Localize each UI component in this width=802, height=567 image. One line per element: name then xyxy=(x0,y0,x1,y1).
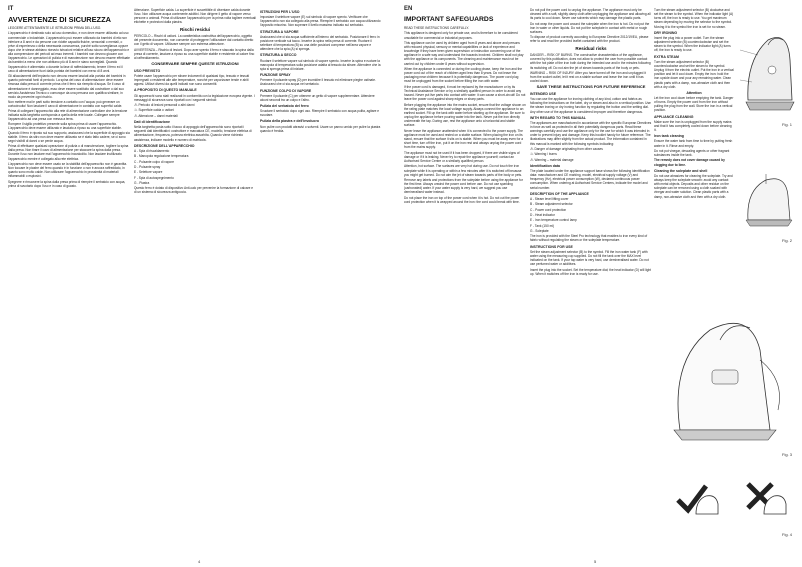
en-id-title: Identification data xyxy=(530,163,560,168)
iron-diagram-fig2 xyxy=(740,170,798,230)
en-intro: READ THESE INSTRUCTIONS CAREFULLY. xyxy=(404,26,470,30)
right-r3: Turn the steam adjustment selector (B) counterclockwise and set the steam to the symbol. Unplug it from the electric outlet. Put the iron in a vertical position and let it cool down. Empty the iron: hold the iron upside down and pour any remaining water. Clean plastic parts with a damp, non-abrasive cloth and then with a dry cloth. xyxy=(654,59,734,89)
it-dati-title: Dati di identificazione xyxy=(134,119,170,124)
list-item: D - Pulsante spray xyxy=(134,164,161,169)
list-item: G - Soleplate xyxy=(530,228,549,233)
list-item: E - Iron temperature control lamp xyxy=(530,218,577,223)
right-r9: Do not use abrasives for cleaning the soleplate. Try and always keep the soleplate smooth: avoid any contact with metal objects. Deposits and other residue on the soleplate can be removed using a cloth soaked with vinegar and water solution. Clean plastic parts with a damp, non-abrasive cloth and then with a dry cloth. xyxy=(654,173,733,199)
it-sym1 xyxy=(134,103,256,107)
hot-surface-icon: ♨ xyxy=(530,151,534,157)
it-desc-title: DESCRIZIONE DELL'APPARECCHIO xyxy=(134,143,195,148)
right-attention: Attention xyxy=(686,90,702,95)
right-r8: The remedy does not cover damage caused by clogging due to lime. xyxy=(654,158,725,167)
en-d1: The iron is provided with the Steel Pro technology that enables to iron every kind of fabric without regulating the steam or the soleplate temperature. xyxy=(530,234,648,243)
right-extra-title: EXTRA STEAM xyxy=(654,54,679,59)
right-text-column xyxy=(654,8,734,298)
right-sole-title: Cleaning the soleplate and shell xyxy=(654,168,708,173)
it-column-3 xyxy=(260,8,382,553)
en-manual-title: WITH REGARD TO THIS MANUAL xyxy=(530,115,586,120)
list-item: B - Manopola regolazione temperatura xyxy=(134,154,189,159)
en-risks-title: Residual risks xyxy=(575,45,607,51)
it-p7: Attenzione. Superficie calda. La superficie è suscettibile di diventare calda durante l'uso. Non utilizzare acqua contenente additivi. Non dirigere il getto di vapore verso persone o animali. Prima di utilizzare l'apparecchio per la prima volta togliere eventuali etichette e protezioni dalla piastra. xyxy=(134,8,256,25)
en-p8: Attention, hot surface. The surfaces are very hot during use. Do not touch the iron soleplate while it is operating or within a few minutes after it is switched off because you might get burned. Do not aim the jet of steam towards parts of the body or pets. xyxy=(404,164,523,177)
warning-icon: ⚠ xyxy=(530,145,534,151)
en-m1: The appliances are manufactured in accordance with the specific European Directives in force as well as protected in all their potentially dangerous parts. Read these warnings carefully and use the appliance only for the use for which it was intended in order to prevent injury and damage. Keep this booklet handy for future reference. The illustrations may differ slightly from the actual product. The information contained in this manual is marked with the following symbols indicating: xyxy=(530,120,652,146)
en-s1-label: Danger of damage originating from other causes xyxy=(534,146,603,151)
it-spray-title: FUNZIONE SPRAY xyxy=(260,73,291,78)
it-sym1-label: Pericolo di lesioni personali o altri danni xyxy=(138,103,195,108)
list-item: F - Spia di autospegnimento xyxy=(134,175,174,180)
it-p14: Questo ferro è dotato di dispositivo Anti-calc per prevenire la formazione di calcare e di un sistema di sicurezza antigoccia. xyxy=(134,186,254,195)
it-secco-title: STIRATURA A SECCO xyxy=(260,53,297,58)
it-p3: Non mettere mai le parti sotto tensione a contatto con l'acqua: può generare un cortocircuito! Non lasciare il cavo di alimentazione in contatto con superfici calde. Prima di collegare l'apparecchio alla rete di alimentazione controllare che la tensione indicata sulla targhetta corrisponda a quella della rete locale. Collegare sempre l'apparecchio ad una presa con messa a terra. xyxy=(8,100,128,121)
fig-label-1: Fig. 1 xyxy=(782,122,793,127)
it-p18: Premere il pulsante spray (D) per inumidire il tessuto ed eliminare pieghe ostinate. Assicurarsi che ci sia acqua nel serbatoio. xyxy=(260,78,376,87)
it-save-note: CONSERVARE SEMPRE QUESTE ISTRUZIONI xyxy=(151,61,239,67)
it-p13: Nella targhetta posta sotto il tacco di appoggio dell'apparecchio sono riportati i seguenti dati identificativi: costruttore e marcatura CE, modello, tensione elettrica di alimentazione, frequenza, potenza elettrica assorbita. Quando viene richiesto assistenza, indicare modello e numero di matricola. xyxy=(134,125,252,142)
en-save-note: SAVE THESE INSTRUCTIONS FOR FUTURE REFERENCE xyxy=(536,84,646,90)
it-p17: Ruotare il selettore vapore sul simbolo di vapore spento. Inserire la spina e ruotare la manopola di temperatura sulla posizione adatta al tessuto da stirare. Attendere che la spia si spenga prima di iniziare. xyxy=(260,58,381,71)
it-p5: Prima di effettuare qualsiasi operazione di pulizia o di manutenzione, togliere la spina dalla presa. Non tirare il cavo di alimentazione per staccare la spina dalla presa. Durante l'uso non lasciare mai l'apparecchio incustodito. Non lasciare inutilizzato l'apparecchio mentre è collegato alla rete elettrica. xyxy=(8,144,129,161)
en-s2-label: Warning / burns xyxy=(534,152,557,157)
en-i1: You can use the appliance for ironing clothing of any kind, cotton and fabrics as following the instructions on the label, dry or steam and also in a vertical position. Use the steam ironing or dry ironing function by regulating the button and the setting dial. Any other use of the appliance is considered improper and therefore dangerous. xyxy=(530,97,651,114)
list-item: C - Power cord protection xyxy=(530,207,567,212)
en-r1: DANGER – RISK OF BURNS. The constructive characteristics of the appliance, covered by this publication, does not allow to protect the user from possible contact with the hot plate of the iron both during the intended use and in the minutes following its switching off. Do not aim the jet of steam towards parts of the body or pets. xyxy=(530,53,651,70)
en-p11: Do not pull the power cord to unplug the appliance. The appliance must only be cleaned with a soft, slightly damp cloth after unplugging the appliance and allowing all its parts to cool down. Never use solvents which may damage the plastic parts. xyxy=(530,8,651,21)
it-p19: Premere il pulsante (C) per ottenere un getto di vapore supplementare. Attendere alcuni secondi tra un colpo e l'altro. xyxy=(260,93,375,102)
en-s1 xyxy=(530,147,652,151)
it-sym2-label: Superficie calda o ustioni xyxy=(138,108,174,113)
it-sym3-label: Attenzione – danni materiali xyxy=(138,113,178,118)
en-use-title: INSTRUCTIONS FOR USE xyxy=(530,244,573,249)
en-p4: If the power cord is damaged, it must be replaced by the manufacturer or by its Technical Assistance Service or by a similarly qualified person in order to avoid any hazard. Never put live parts into contact with water: it can cause a short-circuit! Do not leave the power cord against sharp edges or sharp parts. xyxy=(404,84,526,102)
en-s3-label: Warning – material damage xyxy=(534,157,574,162)
en-s2 xyxy=(530,152,652,156)
list-item: C - Pulsante colpo di vapore xyxy=(134,159,175,164)
en-r2: WARNING – RISK OF INJURY. After you have turned off the iron and unplugged it from the socket outlet, let it rest on a stable surface and leave the iron until it has cooled down. xyxy=(530,70,646,84)
iron-icon-wrong xyxy=(760,490,790,520)
it-stiro-title: STIRATURA A VAPORE xyxy=(260,29,299,34)
it-p2: Gli allacciamenti dell'impianto non devono essere lasciati alla portata dei bambini in quanto potenziali fonti di pericolo. La spina del cavo di alimentazione deve essere rimossa dalla presa di corrente prima che il ferro sia riempito d'acqua. Se il cavo di alimentazione è danneggiato, esso deve essere sostituito dal costruttore o dal suo servizio Assistenza Tecnico o comunque da una persona con qualifica similare, in modo da prevenire ogni rischio. xyxy=(8,74,126,99)
en-desc-title: DESCRIPTION OF THE APPLIANCE xyxy=(530,191,589,196)
en-p10: Do not place the iron on top of the power cord when it is hot. Do not cut the power cord protection when it is wrapped around the iron: the cord could break with time. xyxy=(404,195,520,204)
it-sym2 xyxy=(134,108,256,112)
en-p7: The appliance must not be used if it has been dropped, if there are visible signs of damage or if it is leaking. Never try to repair the appliance yourself; contact an Authorised Service Centre or a similarly qualified person. xyxy=(404,150,520,163)
fig-label-4: Fig. 4 xyxy=(782,532,793,537)
right-r4: Let the iron cool down before emptying the tank. Danger of burns. Empty the power cord from the iron without pulling the plug from the wall. Store the iron in a vertical position. xyxy=(654,95,734,113)
en-p13: To dispose of product correctly according to European Directive 2012/19/EU, please refer to and read the provided leaflet contained with the product. xyxy=(530,35,649,44)
en-p3: When the appliance is connected or during the cooling phase, keep the iron and the power cord out of the reach of children aged less than 8 years. Do not leave the packaging near children because it is potentially dangerous. The power cord plug must be unplugged from the socket before filling the iron with water. xyxy=(404,66,523,84)
fig-label-3: Fig. 3 xyxy=(782,452,793,457)
it-column-1 xyxy=(8,16,130,556)
page-number-right: 5 xyxy=(594,559,597,564)
it-p15: Impostare il selettore vapore (E) sul simbolo di vapore spento. Verificare che l'apparecchio non sia collegato alla presa. Riempire il serbatoio con acqua utilizzando l'apposito misurino. Non superare il livello massimo indicato sul serbatoio. xyxy=(260,15,381,28)
right-r2: Insert the plug into a power outlet. Turn the steam adjustment selector (B) counterclockwise and set the steam to the symbol. When the indicator light (A) turns off, the iron is ready to use. xyxy=(654,35,731,53)
warning-icon: ⚠ xyxy=(134,102,138,108)
right-cleaning-title: APPLIANCE CLEANING xyxy=(654,114,694,119)
list-item: A - Spia di riscaldamento xyxy=(134,148,170,153)
it-p12: Gli apparecchi sono stati realizzati in conformità con la legislazione europea vigente. I messaggi di sicurezza sono riportati con i seguenti simboli: xyxy=(134,93,255,102)
en-u1: Set the steam adjustment selector (B) to the symbol. Fill the iron water tank (F) with water using the measuring cup supplied. Do not fill the tank over the MAX level indicated on the tank. If your tap water is very hard, use demineralised water. Do not use perfumed water or additives. xyxy=(530,249,649,267)
list-item: A - Steam level lifting cover xyxy=(530,196,569,201)
it-p1: L'apparecchio è destinato solo ad uso domestico, e non deve essere utilizzato ad uso commerciale o industriale. L'apparecchio può essere utilizzato da bambini di età non inferiore a 8 anni e da persone con ridotte capacità fisiche, sensoriali o mentali, o prive di esperienza o della necessaria conoscenza, purché sotto sorveglianza oppure dopo che le stesse abbiano ricevuto istruzioni relative all'uso sicuro dell'apparecchio e alla comprensione dei pericoli ad esso inerenti. I bambini non devono giocare con l'apparecchio. Le operazioni di pulizia e di manutenzione non devono essere effettuate da bambini a meno che non abbiano più di 8 anni e siano sorvegliati. Quando l'apparecchio è alimentato o durante la fase di raffreddamento, tenere il ferro ed il cavo di alimentazione fuori dalla portata dei bambini con meno di 8 anni. xyxy=(8,31,130,73)
it-uso-title: USO PREVISTO xyxy=(134,68,161,73)
en-s3 xyxy=(530,158,652,162)
en-p2: This appliance can be used by children aged from 8 years and above and persons with reduced physical, sensory or mental capabilities or lack of experience and knowledge if they have been given supervision or instruction concerning use of the appliance in a safe way and understand the hazards involved. Children shall not play with the appliance or its components. The cleaning and maintenance must not be carried out by children under 8 years without supervision. xyxy=(404,40,524,66)
right-r5: Make sure the iron is unplugged from the supply mains and that it has completely cooled down before cleaning it. xyxy=(654,119,732,133)
en-column-1 xyxy=(404,16,526,556)
it-use-title: ISTRUZIONI PER L'USO xyxy=(260,10,300,14)
it-rischi-title: Rischi residui xyxy=(179,26,211,32)
hot-surface-icon: ♨ xyxy=(134,107,138,113)
it-intro: LEGGERE ATTENTAMENTE LE ISTRUZIONI PRIMA DELL'USO. xyxy=(8,26,102,30)
list-item: F - Tank (150 ml) xyxy=(530,223,555,228)
en-p12: Do not wrap the power cord around the soleplate when the iron is hot. Do not put the iron in water or other liquids. Do not put the soleplate in contact with metal or rough surfaces. xyxy=(530,21,650,34)
en-id1: The plate located under the appliance support base shows the following identification data: manufacturer and CE marking, model, electrical supply voltage (V) and frequency (Hz), electrical power consumption (W), declared continuous power consumption. When ordering at Authorised Service Centers, indicate the model and serial number. xyxy=(530,168,650,190)
it-piastra-title: Pulizia della piastra e dell'involucro xyxy=(260,119,319,124)
it-p21: Non pulire con prodotti abrasivi o solventi. Usare un panno umido per pulire la piastra quando è fredda. xyxy=(260,124,381,133)
list-item: E - Selettore vapore xyxy=(134,170,163,175)
it-p10: AVVERTENZA – Rischio di lesioni. Dopo aver spento il ferro e staccato la spina dalla presa di corrente, lasciare a riposo su una superficie stabile e resistente al calore fino al raffreddamento. xyxy=(134,47,255,60)
attention-icon: ⚠ xyxy=(530,156,534,162)
it-p11: Potete usare l'apparecchio per stirare indumenti di qualsiasi tipo, tessuto e tessuti impregnati o resistenti alle alte temperature, nonché per vaporizzare tende e abiti appesi. Utilizzi diversi da quelli indicati non sono consentiti. xyxy=(134,73,250,87)
right-r6: Ensure the water tank from time to time by putting fresh water in it. Rinse and empty. xyxy=(654,139,733,148)
it-colpo-title: FUNZIONE COLPO DI VAPORE xyxy=(260,88,312,93)
it-p16: Assicurarsi che ci sia acqua sufficiente all'interno del serbatoio. Posizionare il ferro in posizione verticale sul tacco. Inserire la spina nella presa di corrente. Ruotare il selettore di temperatura (B) su una delle posizioni comprese nell'area vapore e attendere che la spia (A) si spenga. xyxy=(260,34,380,52)
en-title: IMPORTANT SAFEGUARDS xyxy=(404,16,494,23)
it-column-2 xyxy=(134,8,256,553)
en-u2: Insert the plug into the socket. Set the temperature dial; the heat indicator (D) will light up. When it switches off the iron is ready for use. xyxy=(530,267,652,276)
attention-icon: ⚠ xyxy=(134,112,138,118)
fig-label-2: Fig. 2 xyxy=(782,238,793,243)
en-p5: Before plugging the appliance into the mains socket, ensure that the voltage shown on the rating plate matches the local voltage supply. Always connect the appliance to an earthed socket. Fill up the tank with water before starting up the appliance. Be sure to unplug the appliance before pouring water into the tank. Never put the iron directly underneath the tap. During use, rest the appliance onto a horizontal and stable surface. xyxy=(404,102,526,128)
it-prodotto-title: A PROPOSITO DI QUESTO MANUALE xyxy=(134,88,197,93)
iron-icon-correct xyxy=(692,490,722,520)
list-item: D - Heat indicator xyxy=(530,212,555,217)
right-r7: Do not put vinegar, descaling agents or other fragrant substances inside the tank. xyxy=(654,148,730,158)
it-p20: Svuotare il serbatoio dopo ogni uso. Riempire il serbatoio con acqua pulita, agitare e svuotare. xyxy=(260,109,380,118)
list-item: G - Piastra xyxy=(134,180,150,185)
en-p9: Remove any labels and protections from the soleplate before using the appliance for the first time. Always unwind the power cord before use. Do not use sparkling (carbonated) water. If your water supply is very hard, we suggest you use demineralised water instead. xyxy=(404,178,523,195)
fig4-panel xyxy=(662,470,792,530)
it-sym3 xyxy=(134,114,256,118)
en-intended-title: INTENDED USE xyxy=(530,91,557,96)
iron-diagram-fig3 xyxy=(660,300,790,450)
it-p9: PERICOLO – Rischi di ustioni. La caratteristica costruttiva dell'apparecchio, oggetto del presente documento, non consente di proteggere l'utilizzatore dal contatto diretto con il getto di vapore. Utilizzare sempre con estrema attenzione. xyxy=(134,34,254,47)
lang-tab-it: IT xyxy=(8,6,14,12)
en-column-2 xyxy=(530,8,652,553)
right-dry-title: DRY IRONING xyxy=(654,30,678,35)
right-tank-title: Iron tank cleaning xyxy=(654,134,684,139)
it-p6: L'apparecchio non deve essere usato se la stabilità dell'apparecchio non è garantita. Non toccare le piastre del ferro quando è in funzione o non è ancora raffreddato, in quanto sono molto calde. Non utilizzare l'apparecchio in prossimità di materiali infiammabili o esplosivi. xyxy=(8,161,128,179)
page-number-left: 4 xyxy=(198,559,201,564)
right-r1: Turn the steam adjustment selector (B) clockwise and set the steam to the symbol. When the indicator light (A) turns off, the iron is ready to use. You get maximum steam depending by moving the selector to the symbol. Moving it to the symbol the iron is set for no steam. xyxy=(654,8,734,29)
lang-tab-en: EN xyxy=(404,6,413,12)
iron-diagram-fig1 xyxy=(738,20,798,120)
it-pulizia-title: Pulizia del serbatoio del ferro xyxy=(260,103,309,108)
it-p8: Spegnere e rimuovere la spina dalla presa prima di riempire il serbatoio con acqua, prima di svuotarlo dopo l'uso e in caso di guasto. xyxy=(8,179,126,188)
en-p1: This appliance is designed only for private use, and is therefore to be considered unsuitable for commercial or industrial purposes. xyxy=(404,31,518,40)
it-p4: Rompere il sigillo protettivo presente sulla spina prima di usare l'apparecchio. L'apparecchio deve essere utilizzato e lasciato a riposo su una superficie stabile. Quando il ferro è riposto sul suo supporto, assicurarsi che la superficie di appoggio sia stabile. Il ferro da stiro non deve essere utilizzato se è stato fatto cadere, se ci sono segni visibili di danni o se perde acqua. xyxy=(8,122,130,143)
en-p6: Never leave the appliance unattended when it is connected to the power supply. The appliance must be used and rested on a stable surface. When placing the iron on its stand, ensure that the surface it sits on is stable. When you must be away even for a short time, turn off the iron, put it on the iron rest and always unplug the power cord from the mains supply. xyxy=(404,128,524,150)
list-item: B - Steam adjustment selector xyxy=(530,202,573,207)
it-title: AVVERTENZE DI SICUREZZA xyxy=(8,16,111,24)
